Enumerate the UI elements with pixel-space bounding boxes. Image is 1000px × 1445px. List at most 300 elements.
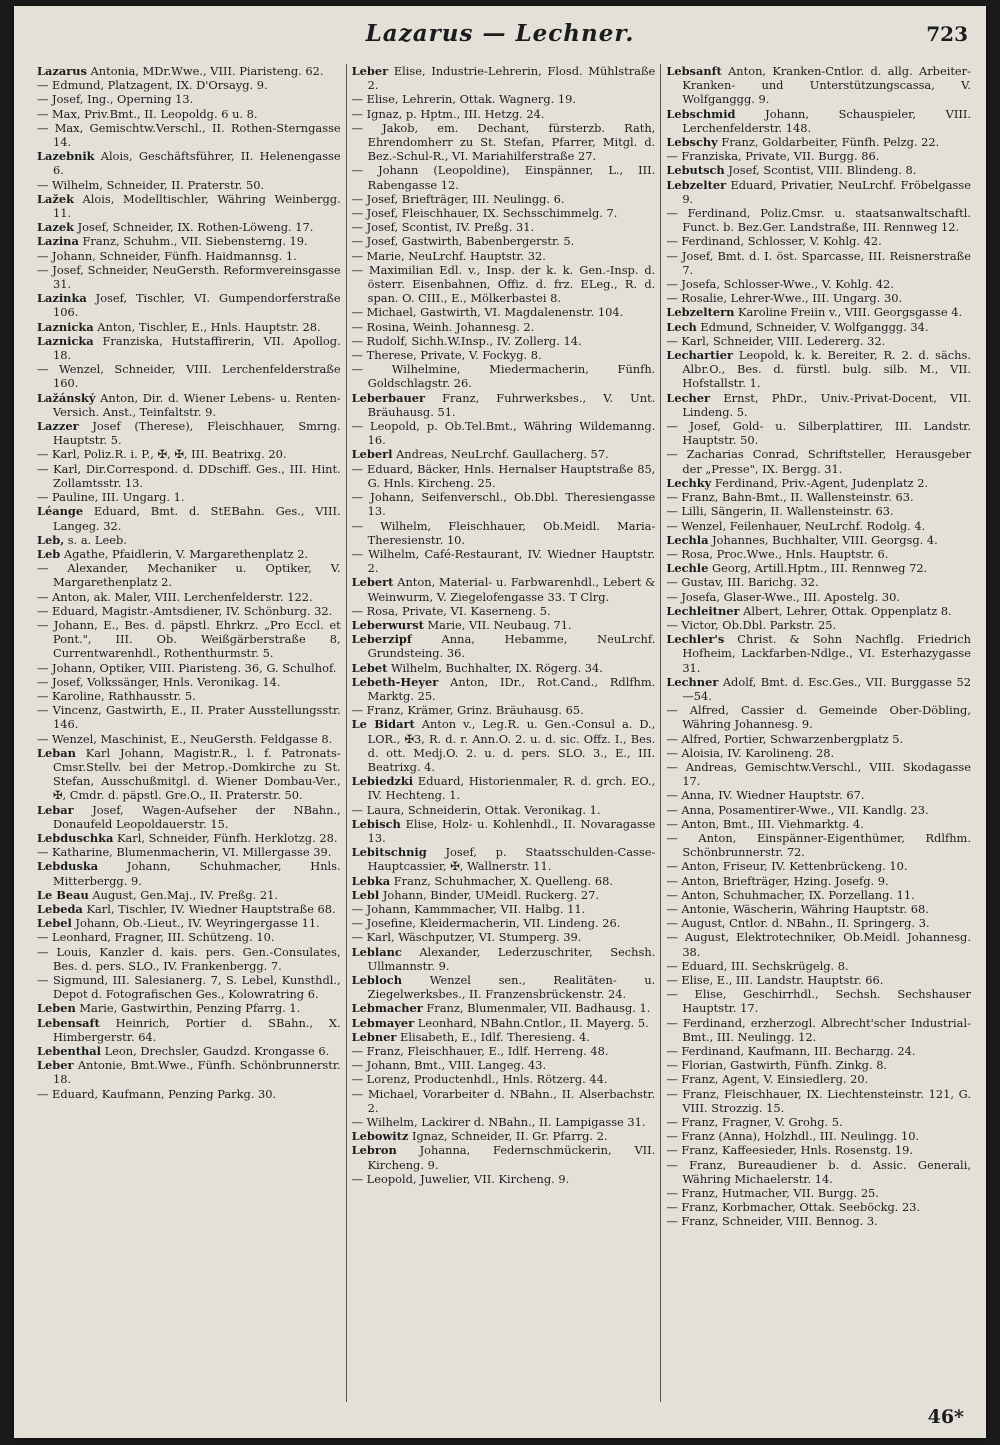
directory-entry bbox=[352, 575, 656, 603]
entry-surname: Lecher bbox=[666, 390, 711, 405]
directory-entry bbox=[37, 391, 341, 419]
directory-entry bbox=[666, 732, 971, 746]
directory-entry bbox=[666, 519, 971, 533]
directory-entry bbox=[352, 604, 656, 618]
entry-surname: Lazarus bbox=[37, 64, 87, 78]
entry-text: — Pauline, III. Ungarg. 1. bbox=[37, 490, 185, 505]
entry-surname: Lechler's bbox=[666, 632, 725, 647]
entry-text: Anton, Dir. d. Wiener Lebens- u. Renten-Versich. Anst., Teinfaltstr. 9. bbox=[53, 390, 341, 419]
directory-entry bbox=[666, 561, 971, 575]
entry-surname: Laznicka bbox=[37, 319, 94, 334]
entry-surname: Leberzipf bbox=[351, 632, 412, 647]
entry-surname: Lechner bbox=[666, 674, 719, 689]
entry-text: — Rosa, Proc.Wwe., Hnls. Hauptstr. 6. bbox=[666, 546, 889, 561]
entry-text: Ferdinand, Priv.-Agent, Judenplatz 2. bbox=[711, 475, 929, 490]
entry-surname: Lazinka bbox=[37, 291, 87, 306]
entry-text: — Wilhelm, Schneider, II. Praterstr. 50. bbox=[37, 177, 265, 192]
entry-text: Antonia, MDr.Wwe., VIII. Piaristeng. 62. bbox=[86, 64, 324, 78]
directory-entry bbox=[352, 263, 656, 306]
directory-entry bbox=[37, 92, 341, 106]
directory-entry bbox=[37, 533, 341, 547]
entry-text: Marie, VII. Neubaug. 71. bbox=[423, 617, 572, 632]
directory-entry bbox=[666, 1115, 971, 1129]
directory-entry bbox=[666, 1044, 971, 1058]
entry-surname: Leban bbox=[37, 745, 76, 760]
entry-text: — Ignaz, p. Hptm., III. Hetzg. 24. bbox=[351, 106, 545, 121]
entry-text: — Wilhelmine, Miedermacherin, Fünfh. Goldschlagstr. 26. bbox=[351, 362, 656, 391]
directory-entry bbox=[37, 547, 341, 561]
directory-entry bbox=[37, 1016, 341, 1044]
directory-entry bbox=[666, 419, 971, 447]
entry-text: Wenzel sen., Realitäten- u. Ziegelwerksbes., II. Franzensbrückenstr. 24. bbox=[367, 973, 656, 1002]
entry-text: Georg, Artill.Hptm., III. Rennweg 72. bbox=[708, 561, 928, 576]
entry-text: Karl Johann, Magistr.R., l. f. Patronats-Cmsr.Stellv. bei der Metrop.-Domkirche zu St. Stefan, Ausschußmitgl. d. Wiener Dombau-Ver., ✠, Cmdr. d. päpstl. Gre.O., II. Praterstr. 50. bbox=[53, 745, 341, 803]
entry-text: Josef, Scontist, VIII. Blindeng. 8. bbox=[724, 163, 917, 178]
directory-entry bbox=[352, 1001, 656, 1015]
directory-entry bbox=[352, 320, 656, 334]
directory-entry bbox=[666, 973, 971, 987]
directory-entry bbox=[666, 916, 971, 930]
entry-surname: Lebzeltern bbox=[666, 305, 735, 320]
entry-text: Elise, Holz- u. Kohlenhdl., II. Novaragasse 13. bbox=[367, 816, 656, 845]
entry-surname: Lebschmid bbox=[666, 106, 736, 121]
entry-text: Eduard, Historienmaler, R. d. grch. EO., IV. Hechteng. 1. bbox=[367, 774, 656, 803]
directory-entry bbox=[666, 1016, 971, 1044]
entry-text: — Katharine, Blumenmacherin, VI. Millergasse 39. bbox=[37, 845, 332, 860]
entry-surname: Lebitschnig bbox=[351, 845, 427, 860]
entry-surname: Lebar bbox=[37, 802, 74, 817]
directory-entry bbox=[352, 234, 656, 248]
directory-entry bbox=[666, 234, 971, 248]
directory-entry bbox=[37, 192, 341, 220]
entry-text: — Karl, Wäschputzer, VI. Stumperg. 39. bbox=[351, 930, 582, 945]
entry-text: — Josef, Volkssänger, Hnls. Veronikag. 14. bbox=[37, 674, 281, 689]
entry-surname: Lebmacher bbox=[351, 1001, 423, 1016]
directory-entry bbox=[666, 987, 971, 1015]
directory-entry bbox=[37, 675, 341, 689]
entry-surname: Leberwurst bbox=[351, 617, 424, 632]
directory-entry bbox=[352, 391, 656, 419]
directory-entry bbox=[352, 1087, 656, 1115]
entry-text: — Franz, Fleischhauer, E., Idlf. Herreng. 48. bbox=[351, 1044, 609, 1059]
entry-text: — Josefa, Schlosser-Wwe., V. Kohlg. 42. bbox=[666, 277, 894, 292]
directory-entry bbox=[352, 618, 656, 632]
entry-text: Johannes, Buchhalter, VIII. Georgsg. 4. bbox=[708, 532, 938, 547]
directory-entry bbox=[666, 859, 971, 873]
directory-entry bbox=[352, 305, 656, 319]
entry-text: Franz, Blumenmaler, VII. Badhausg. 1. bbox=[422, 1001, 651, 1016]
entry-text: — Elise, Lehrerin, Ottak. Wagnerg. 19. bbox=[351, 92, 576, 107]
entry-surname: Le Beau bbox=[37, 887, 89, 902]
directory-entry bbox=[37, 1001, 341, 1015]
entry-text: — Karl, Schneider, VIII. Ledererg. 32. bbox=[666, 333, 886, 348]
entry-text: Franz, Fuhrwerksbes., V. Unt. Bräuhausg. 51. bbox=[367, 390, 656, 419]
entry-text: — Rosa, Private, VI. Kaserneng. 5. bbox=[351, 603, 551, 618]
entry-text: — Franz, Agent, V. Einsiedlerg. 20. bbox=[666, 1072, 869, 1087]
entry-text: Anton, Kranken-Cntlor. d. allg. Arbeiter-Kranken- und Unterstützungscassa, V. Wolfganggg. 9. bbox=[682, 64, 971, 107]
entry-text: — Alfred, Portier, Schwarzenbergplatz 5. bbox=[666, 731, 904, 746]
directory-page bbox=[14, 6, 986, 1438]
directory-entry bbox=[37, 64, 341, 78]
column-right bbox=[661, 64, 976, 1402]
entry-text: Alexander, Lederzuschriter, Sechsh. Ullmannstr. 9. bbox=[367, 944, 656, 973]
entry-text: — Johann, E., Bes. d. päpstl. Ehrkrz. „Pro Eccl. et Pont.", III. Ob. Weißgärberstraße 8, Currentwarenhdl., Rothenthurmstr. 5. bbox=[37, 617, 341, 661]
entry-text: Josef, p. Staatsschulden-Casse-Hauptcassier, ✠, Wallnerstr. 11. bbox=[367, 845, 656, 874]
directory-entry bbox=[352, 1115, 656, 1129]
entry-text: Anton, Material- u. Farbwarenhdl., Lebert & Weinwurm, V. Ziegelofengasse 33. T Clrg. bbox=[367, 575, 656, 604]
entry-surname: Lechle bbox=[666, 561, 709, 576]
directory-entry bbox=[666, 149, 971, 163]
directory-entry bbox=[666, 703, 971, 731]
running-head: Lazarus — Lechner. bbox=[365, 20, 635, 47]
entry-text: — Sigmund, III. Salesianerg. 7, S. Lebel, Kunsthdl., Depot d. Fotografischen Ges., Kolowratring 6. bbox=[37, 973, 341, 1002]
directory-entry bbox=[666, 163, 971, 177]
entry-text: — Lilli, Sängerin, II. Wallensteinstr. 63. bbox=[666, 504, 894, 519]
entry-text: — Anton, Bmt., III. Viehmarktg. 4. bbox=[666, 816, 864, 831]
entry-text: — Josef, Ing., Operning 13. bbox=[37, 92, 194, 107]
entry-surname: Lebeth-Heyer bbox=[351, 674, 439, 689]
directory-entry bbox=[352, 462, 656, 490]
entry-text: — Wenzel, Schneider, VIII. Lerchenfelderstraße 160. bbox=[37, 362, 341, 391]
entry-text: — Leopold, p. Ob.Tel.Bmt., Währing Wildemanng. 16. bbox=[351, 419, 656, 448]
entry-surname: Lebiedzki bbox=[351, 774, 414, 789]
entry-text: — Vincenz, Gastwirth, E., II. Prater Ausstellungsstr. 146. bbox=[37, 703, 341, 732]
entry-text: — Antonie, Wäscherin, Währing Hauptstr. 68. bbox=[666, 901, 929, 916]
directory-entry bbox=[666, 533, 971, 547]
directory-entry bbox=[37, 888, 341, 902]
directory-entry bbox=[37, 803, 341, 831]
entry-text: — Franz (Anna), Holzhdl., III. Neulingg. 10. bbox=[666, 1129, 920, 1144]
entry-surname: Lažánský bbox=[37, 390, 96, 405]
entry-text: — Edmund, Platzagent, IX. D'Orsayg. 9. bbox=[37, 78, 268, 93]
directory-entry bbox=[37, 845, 341, 859]
entry-text: — Franz, Fleischhauer, IX. Liechtensteinstr. 121, G. VIII. Strozzig. 15. bbox=[666, 1086, 971, 1115]
entry-text: Johann, Ob.-Lieut., IV. Weyringergasse 11. bbox=[71, 916, 320, 931]
directory-entry bbox=[37, 462, 341, 490]
directory-entry bbox=[37, 916, 341, 930]
entry-text: — Ferdinand, Poliz.Cmsr. u. staatsanwaltschaftl. Funct. b. Bez.Ger. Landstraße, III. Rennweg 12. bbox=[666, 206, 971, 235]
directory-entry bbox=[666, 476, 971, 490]
directory-entry bbox=[37, 149, 341, 177]
entry-surname: Le Bidart bbox=[351, 717, 415, 732]
entry-text: Johanna, Federnschmückerin, VII. Kircheng. 9. bbox=[367, 1143, 656, 1172]
entry-text: — Laura, Schneiderin, Ottak. Veronikag. 1. bbox=[351, 802, 601, 817]
directory-entry bbox=[37, 859, 341, 887]
entry-text: — Michael, Gastwirth, VI. Magdalenenstr. 104. bbox=[351, 305, 624, 320]
entry-text: — Franz, Krämer, Grinz. Bräuhausg. 65. bbox=[351, 703, 584, 718]
entry-text: — Eduard, III. Sechskrügelg. 8. bbox=[666, 958, 849, 973]
directory-entry bbox=[666, 1214, 971, 1228]
directory-entry bbox=[37, 618, 341, 661]
entry-text: Wilhelm, Buchhalter, IX. Rögerg. 34. bbox=[387, 660, 603, 675]
entry-text: Josef, Schneider, IX. Rothen-Löweng. 17. bbox=[74, 220, 314, 235]
directory-entry bbox=[352, 547, 656, 575]
entry-text: — Anton, Einspänner-Eigenthümer, Rdlfhm. Schönbrunnerstr. 72. bbox=[666, 830, 971, 860]
directory-entry bbox=[666, 902, 971, 916]
entry-text: — Franz, Bahn-Bmt., II. Wallensteinstr. 63. bbox=[666, 490, 914, 505]
directory-entry bbox=[352, 249, 656, 263]
directory-entry bbox=[352, 192, 656, 206]
entry-text: — Franz, Hutmacher, VII. Burgg. 25. bbox=[666, 1186, 879, 1201]
directory-entry bbox=[37, 1044, 341, 1058]
directory-entry bbox=[37, 831, 341, 845]
entry-surname: Lebisch bbox=[351, 816, 401, 831]
directory-entry bbox=[666, 590, 971, 604]
directory-entry bbox=[666, 675, 971, 703]
entry-surname: Lebet bbox=[351, 660, 388, 675]
directory-entry bbox=[666, 206, 971, 234]
entry-surname: Lebutsch bbox=[666, 163, 725, 178]
entry-text: Johann, Binder, UMeidl. Ruckerg. 27. bbox=[379, 887, 599, 902]
entry-text: Josef (Therese), Fleischhauer, Smrng. Hauptstr. 5. bbox=[53, 419, 341, 448]
entry-text: — Johann, Bmt., VIII. Langeg. 43. bbox=[351, 1058, 547, 1073]
entry-text: — Marie, NeuLrchf. Hauptstr. 32. bbox=[351, 248, 546, 263]
entry-surname: Lechartier bbox=[666, 348, 734, 363]
directory-entry bbox=[352, 419, 656, 447]
entry-text: — Anton, Briefträger, Hzing. Josefg. 9. bbox=[666, 873, 889, 888]
directory-entry bbox=[352, 1172, 656, 1186]
entry-text: Leonhard, NBahn.Cntlor., II. Mayerg. 5. bbox=[414, 1015, 649, 1030]
directory-entry bbox=[666, 504, 971, 518]
entry-text: — Franz, Kaffeesieder, Hnls. Rosenstg. 19. bbox=[666, 1143, 914, 1158]
entry-surname: Lebensaft bbox=[37, 1015, 100, 1030]
entry-text: Eduard, Privatier, NeuLrchf. Fröbelgasse 9. bbox=[682, 177, 971, 206]
directory-entry bbox=[37, 902, 341, 916]
entry-text: — Johann (Leopoldine), Einspänner, L., III. Rabengasse 12. bbox=[351, 163, 656, 192]
entry-surname: Lazek bbox=[37, 220, 74, 235]
directory-entry bbox=[37, 320, 341, 334]
entry-text: — Johann, Schneider, Fünfh. Haidmannsg. 1. bbox=[37, 248, 297, 263]
directory-entry bbox=[666, 817, 971, 831]
signature-mark: 46* bbox=[927, 1406, 964, 1428]
entry-text: — Josefine, Kleidermacherin, VII. Lindeng. 26. bbox=[351, 916, 621, 931]
entry-surname: Lazzer bbox=[37, 419, 79, 434]
directory-entry bbox=[37, 973, 341, 1001]
directory-entry bbox=[352, 1030, 656, 1044]
column-left bbox=[32, 64, 347, 1402]
entry-text: — August, Elektrotechniker, Ob.Meidl. Johannesg. 38. bbox=[666, 930, 971, 959]
entry-text: — Karl, Dir.Correspond. d. DDschiff. Ges., III. Hint. Zollamtsstr. 13. bbox=[37, 461, 341, 490]
directory-entry bbox=[37, 178, 341, 192]
entry-text: Agathe, Pfaidlerin, V. Margarethenplatz 2. bbox=[60, 546, 309, 561]
directory-entry bbox=[352, 902, 656, 916]
directory-entry bbox=[666, 291, 971, 305]
directory-entry bbox=[352, 1016, 656, 1030]
column-middle bbox=[347, 64, 662, 1402]
directory-entry bbox=[37, 490, 341, 504]
directory-entry bbox=[37, 590, 341, 604]
directory-entry bbox=[352, 817, 656, 845]
entry-surname: Leben bbox=[37, 1001, 76, 1016]
entry-surname: Leb, bbox=[37, 532, 65, 547]
directory-entry bbox=[37, 263, 341, 291]
directory-entry bbox=[37, 732, 341, 746]
entry-text: — Anton, ak. Maler, VIII. Lerchenfelderstr. 122. bbox=[37, 589, 313, 604]
entry-text: Alois, Modelltischler, Währing Weinbergg. 11. bbox=[53, 191, 341, 221]
directory-entry bbox=[666, 874, 971, 888]
directory-entry bbox=[37, 703, 341, 731]
directory-entry bbox=[352, 1143, 656, 1171]
entry-text: — Josef, Bmt. d. I. öst. Sparcasse, III. Reisnerstraße 7. bbox=[666, 248, 971, 277]
entry-text: — Louis, Kanzler d. kais. pers. Gen.-Consulates, Bes. d. pers. SLO., IV. Frankenbergg. 7. bbox=[37, 944, 341, 973]
directory-entry bbox=[37, 220, 341, 234]
directory-entry bbox=[352, 703, 656, 717]
directory-entry bbox=[352, 930, 656, 944]
entry-text: Ignaz, Schneider, II. Gr. Pfarrg. 2. bbox=[408, 1129, 608, 1144]
entry-text: Andreas, NeuLrchf. Gaullacherg. 57. bbox=[392, 447, 609, 462]
entry-text: Antonie, Bmt.Wwe., Fünfh. Schönbrunnerstr. 18. bbox=[53, 1058, 341, 1087]
entry-text: — Franz, Korbmacher, Ottak. Seeböckg. 23. bbox=[666, 1200, 921, 1215]
directory-entry bbox=[666, 746, 971, 760]
entry-text: — Anna, Posamentirer-Wwe., VII. Kandlg. 23. bbox=[666, 802, 929, 817]
directory-entry bbox=[37, 930, 341, 944]
entry-text: — Anton, Schuhmacher, IX. Porzellang. 11. bbox=[666, 887, 915, 902]
entry-text: — Michael, Vorarbeiter d. NBahn., II. Alserbachstr. 2. bbox=[351, 1086, 656, 1115]
directory-entry bbox=[666, 831, 971, 859]
entry-text: — Aloisia, IV. Karolineng. 28. bbox=[666, 745, 835, 760]
entry-text: Christ. & Sohn Nachflg. Friedrich Hofheim, Lackfarben-Ndlge., VI. Esterhazygasse 31. bbox=[682, 632, 971, 675]
directory-entry bbox=[666, 490, 971, 504]
columns-container bbox=[32, 64, 976, 1402]
directory-entry bbox=[37, 291, 341, 319]
entry-text: — Rudolf, Sichh.W.Insp., IV. Zollerg. 14. bbox=[351, 333, 582, 348]
entry-text: Josef, Tischler, VI. Gumpendorferstraße 106. bbox=[53, 291, 341, 320]
entry-text: — Eduard, Bäcker, Hnls. Hernalser Hauptstraße 85, G. Hnls. Kircheng. 25. bbox=[351, 461, 656, 490]
entry-text: Karl, Tischler, IV. Wiedner Hauptstraße 68. bbox=[82, 901, 336, 916]
directory-entry bbox=[666, 320, 971, 334]
directory-entry bbox=[37, 1087, 341, 1101]
directory-entry bbox=[666, 305, 971, 319]
entry-text: August, Gen.Maj., IV. Preßg. 21. bbox=[88, 887, 278, 902]
entry-surname: Lebner bbox=[351, 1029, 397, 1044]
directory-entry bbox=[352, 348, 656, 362]
entry-text: — Rosina, Weinh. Johannesg. 2. bbox=[351, 319, 535, 334]
entry-text: — Leonhard, Fragner, III. Schützeng. 10. bbox=[37, 930, 275, 945]
entry-text: — Wenzel, Feilenhauer, NeuLrchf. Rodolg. 4. bbox=[666, 518, 926, 533]
directory-entry bbox=[352, 632, 656, 660]
directory-entry bbox=[352, 490, 656, 518]
entry-text: — Josef, Scontist, IV. Preßg. 31. bbox=[351, 220, 535, 235]
entry-text: — Eduard, Kaufmann, Penzing Parkg. 30. bbox=[37, 1086, 277, 1101]
directory-entry bbox=[666, 1072, 971, 1086]
entry-text: — Andreas, Gemischtw.Verschl., VIII. Skodagasse 17. bbox=[666, 759, 971, 789]
entry-surname: Lebenthal bbox=[37, 1044, 101, 1059]
directory-entry bbox=[666, 888, 971, 902]
entry-surname: Laznicka bbox=[37, 333, 94, 348]
directory-entry bbox=[666, 107, 971, 135]
entry-text: Anton, IDr., Rot.Cand., Rdlfhm. Marktg. 25. bbox=[367, 674, 656, 703]
directory-entry bbox=[37, 661, 341, 675]
directory-entry bbox=[666, 575, 971, 589]
directory-entry bbox=[352, 675, 656, 703]
entry-text: — Josef, Fleischhauer, IX. Sechsschimmelg. 7. bbox=[351, 206, 618, 221]
directory-entry bbox=[666, 1200, 971, 1214]
entry-text: Marie, Gastwirthin, Penzing Pfarrg. 1. bbox=[75, 1001, 301, 1016]
directory-entry bbox=[666, 1087, 971, 1115]
entry-text: — Victor, Ob.Dbl. Parkstr. 25. bbox=[666, 617, 837, 632]
directory-entry bbox=[666, 135, 971, 149]
entry-text: Franziska, Hutstaffirerin, VII. Apollog. 18. bbox=[53, 333, 341, 363]
entry-text: Anton v., Leg.R. u. Gen.-Consul a. D., LOR., ✠3, R. d. r. Ann.O. 2. u. d. sic. Offz. I., Bes. d. ott. Medj.O. 2. u. d. pers. SLO. 3., E., III. Beatrixg. 4. bbox=[367, 717, 656, 774]
entry-text: — Franziska, Private, VII. Burgg. 86. bbox=[666, 149, 880, 164]
directory-entry bbox=[666, 249, 971, 277]
directory-entry bbox=[37, 447, 341, 461]
entry-text: Franz, Schuhmacher, X. Quelleng. 68. bbox=[390, 873, 613, 888]
entry-text: s. a. Leeb. bbox=[64, 532, 127, 547]
entry-text: — Johann, Seifenverschl., Ob.Dbl. Theresiengasse 13. bbox=[351, 490, 656, 519]
entry-surname: Lech bbox=[666, 319, 697, 334]
entry-text: — Karoline, Rathhausstr. 5. bbox=[37, 688, 196, 703]
entry-text: Elisabeth, E., Idlf. Theresieng. 4. bbox=[396, 1029, 590, 1044]
entry-surname: Lazebnik bbox=[37, 149, 95, 164]
directory-entry bbox=[37, 121, 341, 149]
entry-text: — Anton, Friseur, IV. Kettenbrückeng. 10. bbox=[666, 859, 908, 874]
directory-entry bbox=[352, 1044, 656, 1058]
entry-text: — Lorenz, Productenhdl., Hnls. Rötzerg. 44. bbox=[351, 1072, 608, 1087]
directory-entry bbox=[666, 618, 971, 632]
page-header bbox=[14, 20, 986, 54]
entry-text: — Franz, Bureaudiener b. d. Assic. Generali, Währing Michaelerstr. 14. bbox=[666, 1157, 971, 1186]
directory-entry bbox=[352, 92, 656, 106]
entry-surname: Lebron bbox=[351, 1143, 397, 1158]
directory-entry bbox=[37, 604, 341, 618]
directory-entry bbox=[352, 1072, 656, 1086]
entry-surname: Lebschy bbox=[666, 135, 718, 150]
directory-entry bbox=[666, 760, 971, 788]
entry-surname: Lebzelter bbox=[666, 177, 727, 192]
entry-surname: Lechla bbox=[666, 532, 709, 547]
directory-entry bbox=[37, 945, 341, 973]
directory-entry bbox=[666, 1129, 971, 1143]
directory-entry bbox=[37, 249, 341, 263]
directory-entry bbox=[352, 845, 656, 873]
entry-text: — Wenzel, Maschinist, E., NeuGersth. Feldgasse 8. bbox=[37, 731, 333, 746]
entry-text: — Ferdinand, Schlosser, V. Kohlg. 42. bbox=[666, 234, 882, 249]
directory-entry bbox=[352, 916, 656, 930]
directory-entry bbox=[666, 547, 971, 561]
directory-entry bbox=[352, 334, 656, 348]
directory-entry bbox=[352, 717, 656, 774]
directory-entry bbox=[37, 689, 341, 703]
entry-surname: Lechky bbox=[666, 475, 712, 490]
directory-entry bbox=[352, 163, 656, 191]
directory-entry bbox=[37, 362, 341, 390]
directory-entry bbox=[666, 1158, 971, 1186]
entry-surname: Leb bbox=[37, 546, 61, 561]
entry-surname: Léange bbox=[37, 504, 84, 519]
entry-surname: Lebel bbox=[37, 916, 72, 931]
entry-text: — Wilhelm, Lackirer d. NBahn., II. Lampigasse 31. bbox=[351, 1115, 646, 1130]
entry-text: Edmund, Schneider, V. Wolfganggg. 34. bbox=[696, 319, 929, 334]
directory-entry bbox=[666, 178, 971, 206]
directory-entry bbox=[666, 334, 971, 348]
directory-entry bbox=[352, 64, 656, 92]
directory-entry bbox=[352, 220, 656, 234]
entry-text: — Josefa, Glaser-Wwe., III. Apostelg. 30. bbox=[666, 589, 901, 604]
entry-surname: Lebmayer bbox=[351, 1015, 415, 1030]
entry-text: — Franz, Schneider, VIII. Bennog. 3. bbox=[666, 1214, 878, 1229]
directory-entry bbox=[666, 64, 971, 107]
entry-text: — Ferdinand, erzherzogl. Albrecht'scher Industrial-Bmt., III. Neulingg. 12. bbox=[666, 1015, 971, 1044]
directory-entry bbox=[37, 107, 341, 121]
entry-text: — Rosalie, Lehrer-Wwe., III. Ungarg. 30. bbox=[666, 291, 903, 306]
entry-text: — Ferdinand, Kaufmann, III. Becharдg. 24. bbox=[666, 1044, 916, 1059]
entry-text: Karl, Schneider, Fünfh. Herklotzg. 28. bbox=[113, 830, 338, 845]
entry-text: — Zacharias Conrad, Schriftsteller, Herausgeber der „Presse", IX. Bergg. 31. bbox=[666, 447, 971, 476]
entry-text: Eduard, Bmt. d. StEBahn. Ges., VIII. Langeg. 32. bbox=[53, 504, 341, 533]
entry-text: Karoline Freiin v., VIII. Georgsgasse 4. bbox=[734, 305, 963, 320]
directory-entry bbox=[352, 362, 656, 390]
